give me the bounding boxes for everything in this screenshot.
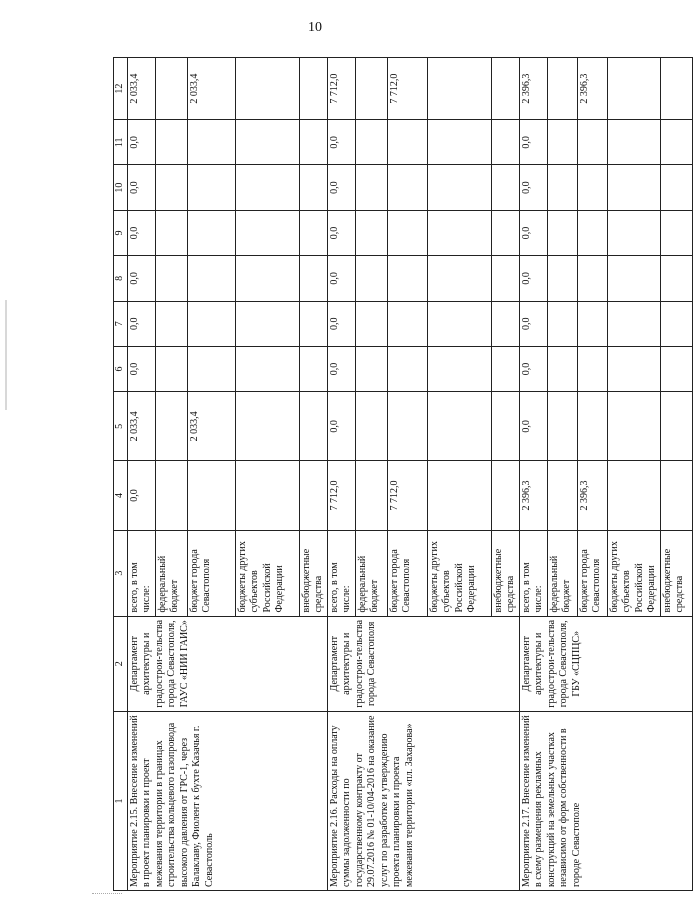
value-cell: [387, 301, 427, 346]
value-cell: 0,0: [327, 392, 355, 461]
value-cell: 0,0: [127, 461, 155, 530]
value-cell: [299, 461, 327, 530]
value-cell: [155, 392, 187, 461]
value-cell: [235, 165, 299, 210]
value-cell: 0,0: [327, 301, 355, 346]
column-header: 12: [114, 58, 128, 120]
value-cell: [607, 256, 660, 301]
value-cell: [660, 346, 692, 391]
fund-source-cell: бюджет города Севастополя: [577, 530, 607, 616]
value-cell: [577, 210, 607, 255]
value-cell: [355, 346, 387, 391]
value-cell: [235, 392, 299, 461]
value-cell: [355, 392, 387, 461]
column-header: 10: [114, 165, 128, 210]
measure-name-cell: Мероприятие 2.15. Внесение изменений в проект планировки и проект межевания территории в границах строительства кольцевого газопровода высокого давления от ГРС-1, через Балаклаву, Фиолент к бухте Казачья г. Севастополь: [127, 712, 327, 891]
value-cell: [577, 165, 607, 210]
value-cell: [427, 256, 491, 301]
value-cell: 2 396,3: [519, 58, 547, 120]
value-cell: [607, 301, 660, 346]
value-cell: [355, 301, 387, 346]
fund-source-cell: всего, в том числе:: [127, 530, 155, 616]
value-cell: [547, 301, 577, 346]
value-cell: [355, 58, 387, 120]
value-cell: 2 396,3: [577, 461, 607, 530]
value-cell: [187, 301, 235, 346]
value-cell: [187, 461, 235, 530]
executor-cell: Департамент архитектуры и градострои-тельства города Севастополя, ГАУС «НИИ ГАИС»: [127, 616, 327, 711]
value-cell: [387, 346, 427, 391]
value-cell: [299, 256, 327, 301]
value-cell: 7 712,0: [387, 461, 427, 530]
column-header: 6: [114, 346, 128, 391]
rotated-table-frame: [113, 57, 685, 891]
value-cell: 0,0: [127, 120, 155, 165]
column-header: 9: [114, 210, 128, 255]
value-cell: [660, 210, 692, 255]
value-cell: [491, 165, 519, 210]
column-header: 8: [114, 256, 128, 301]
value-cell: [187, 256, 235, 301]
value-cell: [547, 392, 577, 461]
value-cell: [299, 392, 327, 461]
table-row: [127, 58, 155, 891]
value-cell: [491, 301, 519, 346]
value-cell: [299, 165, 327, 210]
executor-cell: Департамент архитектуры и градострои-тельства города Севастополя, ГБУ «СЦПЦС»: [519, 616, 692, 711]
measure-name-cell: Мероприятие 2.17. Внесение изменений в схему размещения рекламных конструкций на земельных участках независимо от форм собственности в городе Севастополе: [519, 712, 692, 891]
fund-source-cell: внебюджетные средства: [660, 530, 692, 616]
value-cell: [387, 165, 427, 210]
value-cell: 7 712,0: [327, 461, 355, 530]
value-cell: [577, 392, 607, 461]
value-cell: [660, 256, 692, 301]
value-cell: 0,0: [519, 120, 547, 165]
value-cell: [660, 58, 692, 120]
value-cell: 2 033,4: [187, 392, 235, 461]
value-cell: [155, 210, 187, 255]
value-cell: 2 396,3: [577, 58, 607, 120]
value-cell: [427, 392, 491, 461]
value-cell: [187, 120, 235, 165]
value-cell: 7 712,0: [387, 58, 427, 120]
page-number: 10: [308, 20, 322, 35]
value-cell: 0,0: [127, 346, 155, 391]
value-cell: [235, 256, 299, 301]
value-cell: [660, 461, 692, 530]
value-cell: [607, 58, 660, 120]
value-cell: [299, 346, 327, 391]
value-cell: [235, 58, 299, 120]
value-cell: [547, 346, 577, 391]
value-cell: [155, 301, 187, 346]
value-cell: [299, 58, 327, 120]
margin-mark: [5, 300, 7, 410]
value-cell: [187, 210, 235, 255]
value-cell: [235, 210, 299, 255]
value-cell: [235, 461, 299, 530]
value-cell: [187, 165, 235, 210]
value-cell: [427, 461, 491, 530]
value-cell: [607, 120, 660, 165]
value-cell: 0,0: [519, 165, 547, 210]
value-cell: [299, 301, 327, 346]
value-cell: 0,0: [519, 301, 547, 346]
value-cell: [607, 392, 660, 461]
value-cell: 0,0: [327, 210, 355, 255]
fund-source-cell: внебюджетные средства: [491, 530, 519, 616]
value-cell: [491, 256, 519, 301]
fund-source-cell: федеральный бюджет: [355, 530, 387, 616]
table-row: [327, 58, 355, 891]
value-cell: [155, 120, 187, 165]
value-cell: [355, 461, 387, 530]
value-cell: [491, 461, 519, 530]
value-cell: [547, 461, 577, 530]
value-cell: [607, 346, 660, 391]
rotated-table-content: [113, 57, 685, 891]
value-cell: [547, 210, 577, 255]
value-cell: [491, 58, 519, 120]
value-cell: [235, 120, 299, 165]
value-cell: [299, 210, 327, 255]
value-cell: [660, 301, 692, 346]
fund-source-cell: бюджеты других субъектов Российской Федерации: [607, 530, 660, 616]
value-cell: [491, 346, 519, 391]
fund-source-cell: федеральный бюджет: [155, 530, 187, 616]
fund-source-cell: бюджет города Севастополя: [187, 530, 235, 616]
value-cell: 0,0: [127, 210, 155, 255]
fund-source-cell: внебюджетные средства: [299, 530, 327, 616]
value-cell: [355, 256, 387, 301]
value-cell: [355, 165, 387, 210]
value-cell: [155, 165, 187, 210]
column-header: 5: [114, 392, 128, 461]
value-cell: 2 396,3: [519, 461, 547, 530]
value-cell: [547, 256, 577, 301]
column-header: 4: [114, 461, 128, 530]
value-cell: [427, 301, 491, 346]
column-header: 1: [114, 712, 128, 891]
value-cell: [491, 210, 519, 255]
value-cell: [155, 461, 187, 530]
footer-dots: [92, 893, 122, 895]
column-header: 2: [114, 616, 128, 711]
value-cell: [547, 58, 577, 120]
fund-source-cell: бюджет города Севастополя: [387, 530, 427, 616]
value-cell: [491, 392, 519, 461]
value-cell: 0,0: [327, 346, 355, 391]
value-cell: 0,0: [519, 392, 547, 461]
value-cell: [427, 210, 491, 255]
value-cell: 7 712,0: [327, 58, 355, 120]
fund-source-cell: всего, в том числе:: [519, 530, 547, 616]
value-cell: [491, 120, 519, 165]
value-cell: [387, 120, 427, 165]
value-cell: [577, 301, 607, 346]
value-cell: [660, 165, 692, 210]
fund-source-cell: федеральный бюджет: [547, 530, 577, 616]
value-cell: [235, 301, 299, 346]
value-cell: [607, 210, 660, 255]
value-cell: 0,0: [327, 165, 355, 210]
value-cell: 0,0: [519, 256, 547, 301]
value-cell: [187, 346, 235, 391]
value-cell: [355, 210, 387, 255]
value-cell: 0,0: [519, 210, 547, 255]
value-cell: [387, 256, 427, 301]
header-row: [114, 58, 128, 891]
value-cell: [387, 392, 427, 461]
value-cell: [660, 392, 692, 461]
table-row: [519, 58, 547, 891]
value-cell: [547, 165, 577, 210]
value-cell: 2 033,4: [127, 58, 155, 120]
value-cell: [355, 120, 387, 165]
program-table: [113, 57, 693, 891]
column-header: 3: [114, 530, 128, 616]
value-cell: 0,0: [519, 346, 547, 391]
value-cell: [155, 58, 187, 120]
value-cell: [607, 165, 660, 210]
value-cell: [660, 120, 692, 165]
value-cell: 0,0: [127, 301, 155, 346]
column-header: 11: [114, 120, 128, 165]
value-cell: [155, 346, 187, 391]
value-cell: [577, 120, 607, 165]
value-cell: 0,0: [327, 256, 355, 301]
value-cell: 0,0: [327, 120, 355, 165]
value-cell: [607, 461, 660, 530]
value-cell: [547, 120, 577, 165]
value-cell: [427, 346, 491, 391]
measure-name-cell: Мероприятие 2.16. Расходы на оплату суммы задолженности по государственному контракту от 29.07.2016 № 01-10/04-2016 на оказание услуг по разработке и утверждению проекта планировки и проекта межевания территории «пл. Захарова»: [327, 712, 519, 891]
fund-source-cell: бюджеты других субъектов Российской Федерации: [427, 530, 491, 616]
fund-source-cell: бюджеты других субъектов Российской Федерации: [235, 530, 299, 616]
value-cell: 0,0: [127, 256, 155, 301]
executor-cell: Департамент архитектуры и градострои-тельства города Севастополя: [327, 616, 519, 711]
value-cell: 0,0: [127, 165, 155, 210]
column-header: 7: [114, 301, 128, 346]
value-cell: [427, 58, 491, 120]
value-cell: [427, 120, 491, 165]
value-cell: [577, 256, 607, 301]
value-cell: 2 033,4: [127, 392, 155, 461]
value-cell: [427, 165, 491, 210]
value-cell: [155, 256, 187, 301]
value-cell: [299, 120, 327, 165]
value-cell: [387, 210, 427, 255]
fund-source-cell: всего, в том числе:: [327, 530, 355, 616]
value-cell: 2 033,4: [187, 58, 235, 120]
value-cell: [235, 346, 299, 391]
value-cell: [577, 346, 607, 391]
